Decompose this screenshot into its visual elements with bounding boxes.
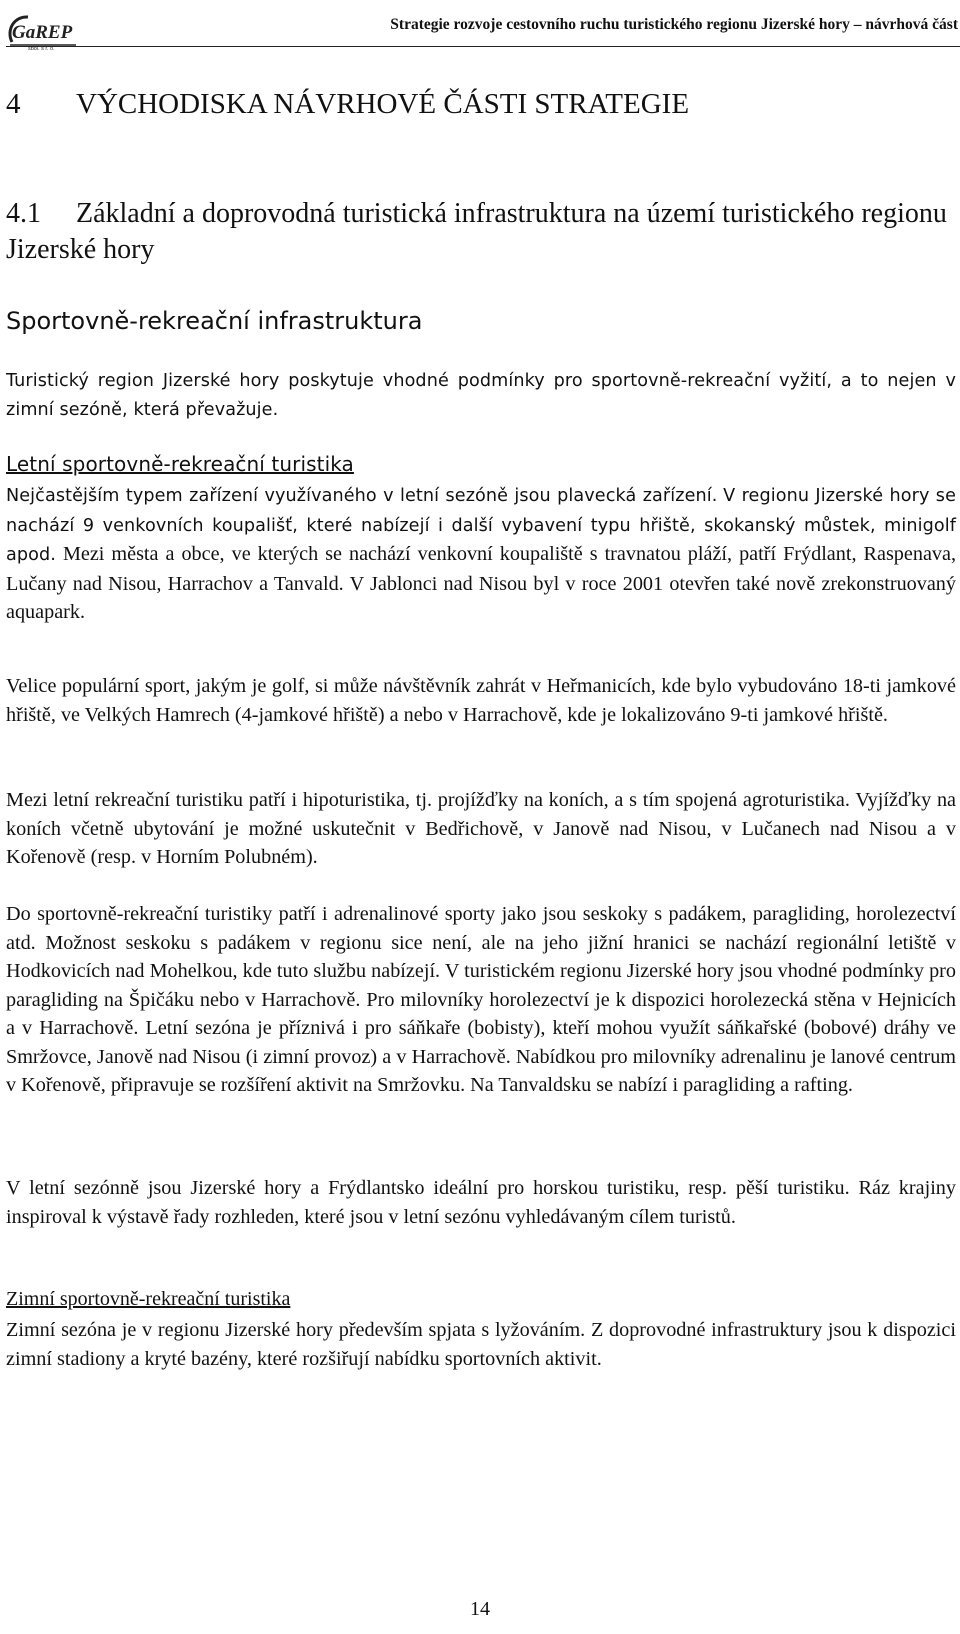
section-heading [6, 196, 956, 268]
page-number: 14 [470, 1598, 490, 1620]
winter-paragraph-1: Zimní sezóna je v regionu Jizerské hory především spjata s lyžováním. Z doprovodné infrastruktury jsou k dispozici zimní stadiony a kryté bazény, které rozšiřují nabídku sportovních aktivit. [6, 1319, 956, 1370]
summer-paragraph-4: Do sportovně-rekreační turistiky patří i adrenalinové sporty jako jsou seskoky s padákem, paragliding, horolezectví atd. Možnost seskoku s padákem v regionu sice není, ale na jeho jižní hranici se nachází regionální letiště v Hodkovicích nad Mohelkou, kde tuto službu nabízejí. V turistickém regionu Jizerské hory jsou vhodné podmínky pro paragliding na Špičáku nebo v Harrachově. Pro milovníky horolezectví je k dispozici horolezecká stěna v Hejnicích a v Harrachově. Letní sezóna je příznivá i pro sáňkaře (bobisty), kteří mohou využít sáňkařské (bobové) dráhy ve Smržovce, Janově nad Nisou (i zimní provoz) a v Harrachově. Nabídkou pro milovníky adrenalinu je lanové centrum v Kořenově, připravuje se rozšíření aktivit na Smržovku. Na Tanvaldsku se nabízí i paragliding a rafting. [6, 903, 956, 1096]
header-divider [6, 46, 960, 47]
subsection-heading: Sportovně-rekreační infrastruktura [6, 307, 423, 335]
intro-paragraph: Turistický region Jizerské hory poskytuje vhodné podmínky pro sportovně-rekreační vyžití, a to nejen v zimní sezóně, která převažuje. [6, 371, 956, 420]
winter-heading: Zimní sportovně-rekreační turistika [6, 1288, 291, 1310]
logo-text: GaREP [12, 22, 73, 43]
summer-p1-tail: Mezi města a obce, ve kterých se nachází venkovní koupaliště s travnatou pláží, patří Frýdlant, Raspenava, Lučany nad Nisou, Harrachov a Tanvald. V Jablonci nad Nisou byl v roce 2001 otevřen také nově zrekonstruovaný aquapark. [6, 543, 957, 623]
summer-p1-lead: Nejčastějším typem zařízení využívaného v letní sezóně jsou plavecká zařízení. [6, 486, 718, 506]
header-title: Strategie rozvoje cestovního ruchu turistického regionu Jizerské hory – návrhová část [390, 16, 958, 33]
summer-paragraph-3: Mezi letní rekreační turistiku patří i hipoturistika, tj. projížďky na koních, a s tím spojená agroturistika. Vyjížďky na koních včetně ubytování je možné uskutečnit v Bedřichově, v Janově nad Nisou, v Lučanech nad Nisou a v Kořenově (resp. v Horním Polubném). [6, 789, 956, 868]
chapter-heading [6, 88, 689, 121]
summer-paragraph-5: V letní sezónně jsou Jizerské hory a Frýdlantsko ideální pro horskou turistiku, resp. pěší turistiku. Ráz krajiny inspiroval k výstavě řady rozhleden, které jsou v letní sezónu vyhledávaným cílem turistů. [6, 1177, 956, 1228]
section-number: 4.1 [6, 198, 41, 229]
summer-paragraph-2: Velice populární sport, jakým je golf, si může návštěvník zahrát v Heřmanicích, kde bylo vybudováno 18-ti jamkové hřiště, ve Velkých Hamrech (4-jamkové hřiště) a nebo v Harrachově, kde je lokalizováno 9-ti jamkové hřiště. [6, 675, 956, 726]
summer-p1-rest: V regionu Jizerské hory se nachází 9 venkovních koupališť, které nabízejí i další vybavení typu hřiště, skokanský můstek, minigolf apod. [6, 486, 956, 565]
garep-logo [6, 12, 80, 50]
summer-paragraph-1 [6, 481, 956, 627]
page-header [0, 0, 960, 60]
section-title: Základní a doprovodná turistická infrastruktura na území turistického regionu Jizerské hory [6, 198, 947, 265]
chapter-title: VÝCHODISKA NÁVRHOVÉ ČÁSTI STRATEGIE [76, 88, 690, 120]
logo-subtext: spol. s r. o. [28, 46, 55, 50]
summer-heading: Letní sportovně-rekreační turistika [6, 452, 354, 476]
chapter-number: 4 [6, 88, 21, 120]
